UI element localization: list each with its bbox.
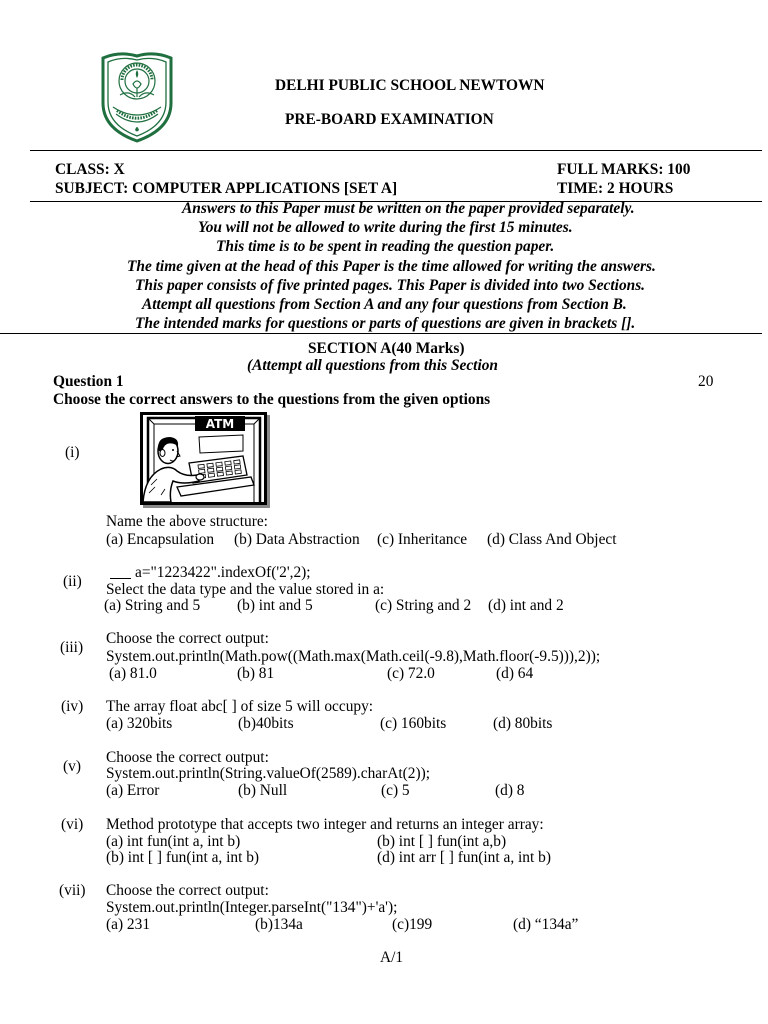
instruction-line: Attempt all questions from Section A and any four questions from Section B.	[142, 296, 627, 313]
item-number: (iv)	[61, 698, 84, 715]
answer-blank	[110, 578, 131, 579]
option-c: (c) 160bits	[380, 715, 447, 732]
option-a: (a) Error	[106, 782, 160, 799]
section-subtitle: (Attempt all questions from this Section	[247, 357, 498, 374]
option-d: (d) int and 2	[488, 597, 564, 614]
item-number: (vii)	[59, 882, 86, 899]
item-text: Name the above structure:	[106, 513, 268, 530]
option-a: (a) int fun(int a, int b)	[106, 833, 241, 850]
item-text: Select the data type and the value stored in a:	[106, 581, 385, 598]
option-c: (c) 72.0	[387, 665, 435, 682]
option-b: (b)134a	[255, 916, 303, 933]
instructions-divider	[0, 333, 762, 334]
item-number: (v)	[63, 758, 81, 775]
option-d: (d) “134a”	[513, 916, 579, 933]
option-c: (b) int [ ] fun(int a, int b)	[106, 849, 260, 866]
item-code: System.out.println(Math.pow((Math.max(Math.ceil(-9.8),Math.floor(-9.5))),2));	[106, 648, 601, 665]
item-code: System.out.println(String.valueOf(2589).charAt(2));	[106, 765, 430, 782]
page-number: A/1	[380, 949, 404, 966]
option-b: (b) int and 5	[237, 597, 313, 614]
item-number: (i)	[65, 444, 80, 461]
item-text: Choose the correct output:	[106, 882, 269, 899]
instruction-line: Answers to this Paper must be written on the paper provided separately.	[182, 200, 635, 217]
exam-title: PRE-BOARD EXAMINATION	[285, 111, 494, 128]
option-a: (a) Encapsulation	[106, 531, 215, 548]
option-a: (a) 231	[106, 916, 151, 933]
item-number: (iii)	[60, 639, 84, 656]
option-a: (a) 320bits	[106, 715, 173, 732]
option-a: (a) String and 5	[104, 597, 201, 614]
item-text: Choose the correct output:	[106, 630, 269, 647]
option-b: (b) int [ ] fun(int a,b)	[377, 833, 507, 850]
school-logo	[99, 49, 175, 143]
subject-label: SUBJECT: COMPUTER APPLICATIONS [SET A]	[55, 180, 398, 197]
time-label: TIME: 2 HOURS	[557, 180, 674, 197]
option-d: (d) 8	[495, 782, 525, 799]
question-label: Question 1	[53, 373, 124, 390]
instruction-line: The intended marks for questions or parts of questions are given in brackets [].	[135, 315, 636, 332]
option-d: (d) Class And Object	[487, 531, 617, 548]
option-c: (c) Inheritance	[377, 531, 468, 548]
question-marks: 20	[698, 373, 714, 390]
option-c: (c) String and 2	[375, 597, 472, 614]
atm-sign-label: ATM	[205, 417, 235, 431]
option-b: (b) Data Abstraction	[234, 531, 360, 548]
instruction-line: The time given at the head of this Paper is the time allowed for writing the answers.	[127, 258, 656, 275]
header-divider-top	[30, 150, 762, 151]
option-a: (a) 81.0	[109, 665, 157, 682]
item-code: System.out.println(Integer.parseInt("134")+'a');	[106, 899, 398, 916]
instruction-line: You will not be allowed to write during the first 15 minutes.	[198, 219, 573, 236]
item-text: The array float abc[ ] of size 5 will occupy:	[106, 698, 374, 715]
option-d: (d) int arr [ ] fun(int a, int b)	[377, 849, 551, 866]
question-prompt: Choose the correct answers to the questions from the given options	[53, 391, 491, 408]
full-marks-label: FULL MARKS: 100	[557, 161, 691, 178]
item-text: Method prototype that accepts two integer and returns an integer array:	[106, 816, 544, 833]
option-c: (c)199	[392, 916, 433, 933]
atm-figure	[140, 412, 267, 505]
item-number: (vi)	[61, 816, 84, 833]
item-text: Choose the correct output:	[106, 749, 269, 766]
option-b: (b) 81	[237, 665, 275, 682]
instruction-line: This time is to be spent in reading the question paper.	[216, 238, 555, 255]
option-b: (b) Null	[238, 782, 288, 799]
item-number: (ii)	[63, 573, 82, 590]
item-code: a="1223422".indexOf('2',2);	[135, 564, 311, 581]
option-d: (d) 64	[496, 665, 534, 682]
section-title: SECTION A(40 Marks)	[308, 340, 465, 357]
option-c: (c) 5	[381, 782, 410, 799]
school-name: DELHI PUBLIC SCHOOL NEWTOWN	[275, 77, 545, 94]
option-b: (b)40bits	[238, 715, 294, 732]
option-d: (d) 80bits	[493, 715, 553, 732]
instruction-line: This paper consists of five printed pages. This Paper is divided into two Sections.	[135, 277, 646, 294]
class-label: CLASS: X	[55, 161, 125, 178]
